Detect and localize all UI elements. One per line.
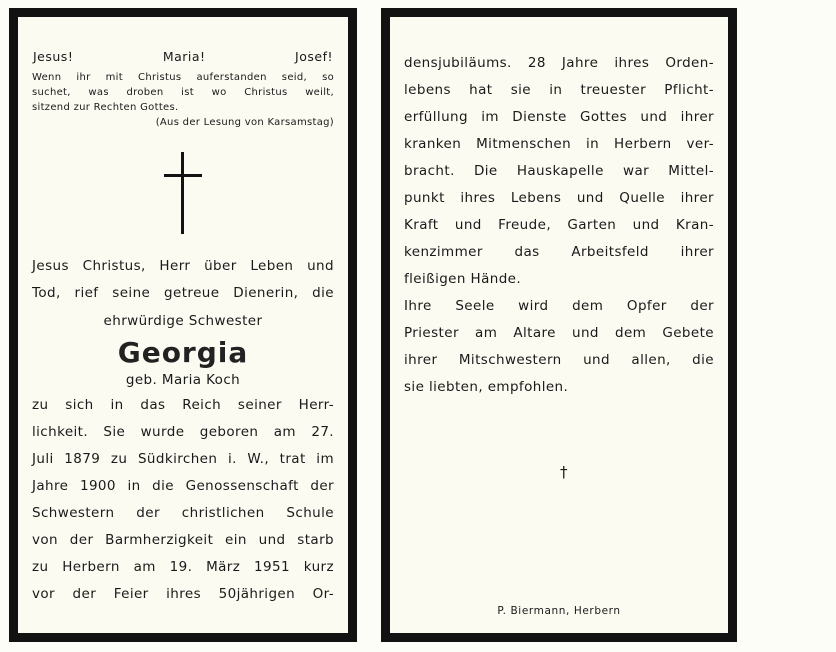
biography-text bbox=[32, 392, 334, 608]
p1-line: fleißigen Hände. bbox=[404, 271, 522, 287]
bio-line: Juli 1879 zu Südkirchen i. W., trat im bbox=[32, 451, 334, 467]
continuation-text bbox=[404, 50, 714, 401]
intro-line: Tod, rief seine getreue Dienerin, die bbox=[32, 285, 334, 301]
scripture-quote bbox=[32, 70, 334, 115]
left-card bbox=[9, 8, 357, 642]
p1-line: kranken Mitmenschen in Herbern ver- bbox=[404, 136, 714, 152]
p1-line: punkt ihres Lebens und Quelle ihrer bbox=[404, 190, 714, 206]
p2-line: ihrer Mitschwestern und allen, die bbox=[404, 352, 714, 368]
bio-line: Jahre 1900 in die Genossenschaft der bbox=[32, 478, 334, 494]
p1-line: kenzimmer das Arbeitsfeld ihrer bbox=[404, 244, 714, 260]
birth-name: geb. Maria Koch bbox=[125, 372, 241, 388]
p1-line: lebens hat sie in treuester Pflicht- bbox=[404, 82, 714, 98]
name-jesus: Jesus! bbox=[33, 49, 74, 64]
quote-line: sitzend zur Rechten Gottes. bbox=[32, 102, 179, 113]
name-maria: Maria! bbox=[162, 49, 206, 64]
left-card-content bbox=[18, 17, 348, 633]
bio-line: Schwestern der christlichen Schule bbox=[32, 505, 334, 521]
p2-line: Ihre Seele wird dem Opfer der bbox=[404, 298, 714, 314]
right-card-content bbox=[390, 17, 728, 633]
paragraph-2 bbox=[404, 293, 714, 401]
intro-text bbox=[32, 253, 334, 307]
name-josef: Josef! bbox=[295, 49, 333, 64]
right-card bbox=[381, 8, 737, 642]
bio-line: lichkeit. Sie wurde geboren am 27. bbox=[32, 424, 334, 440]
small-cross-icon: † bbox=[560, 463, 568, 481]
intro-line: Jesus Christus, Herr über Leben und bbox=[32, 258, 334, 274]
deceased-name: Georgia bbox=[117, 336, 249, 369]
p2-line: Priester am Altare und dem Gebete bbox=[404, 325, 714, 341]
title-line: ehrwürdige Schwester bbox=[103, 313, 263, 329]
p2-line: sie liebten, empfohlen. bbox=[404, 379, 569, 395]
bio-line: vor der Feier ihres 50jährigen Or- bbox=[32, 586, 334, 602]
p1-line: densjubiläums. 28 Jahre ihres Orden- bbox=[404, 55, 714, 71]
cross-icon bbox=[164, 152, 202, 234]
quote-line: suchet, was droben ist wo Christus weilt, bbox=[32, 87, 334, 98]
bio-line: von der Barmherzigkeit ein und starb bbox=[32, 532, 334, 548]
bio-line: zu Herbern am 19. März 1951 kurz bbox=[32, 559, 334, 575]
printer-credit: P. Biermann, Herbern bbox=[497, 605, 621, 617]
quote-line: Wenn ihr mit Christus auferstanden seid, so bbox=[32, 72, 334, 83]
p1-line: erfüllung im Dienste Gottes und ihrer bbox=[404, 109, 714, 125]
p1-line: Kraft und Freude, Garten und Kran- bbox=[404, 217, 714, 233]
bio-line: zu sich in das Reich seiner Herr- bbox=[32, 397, 334, 413]
holy-names bbox=[32, 49, 334, 64]
quote-source: (Aus der Lesung von Karsamstag) bbox=[155, 117, 334, 128]
p1-line: bracht. Die Hauskapelle war Mittel- bbox=[404, 163, 714, 179]
paragraph-1 bbox=[404, 50, 714, 293]
